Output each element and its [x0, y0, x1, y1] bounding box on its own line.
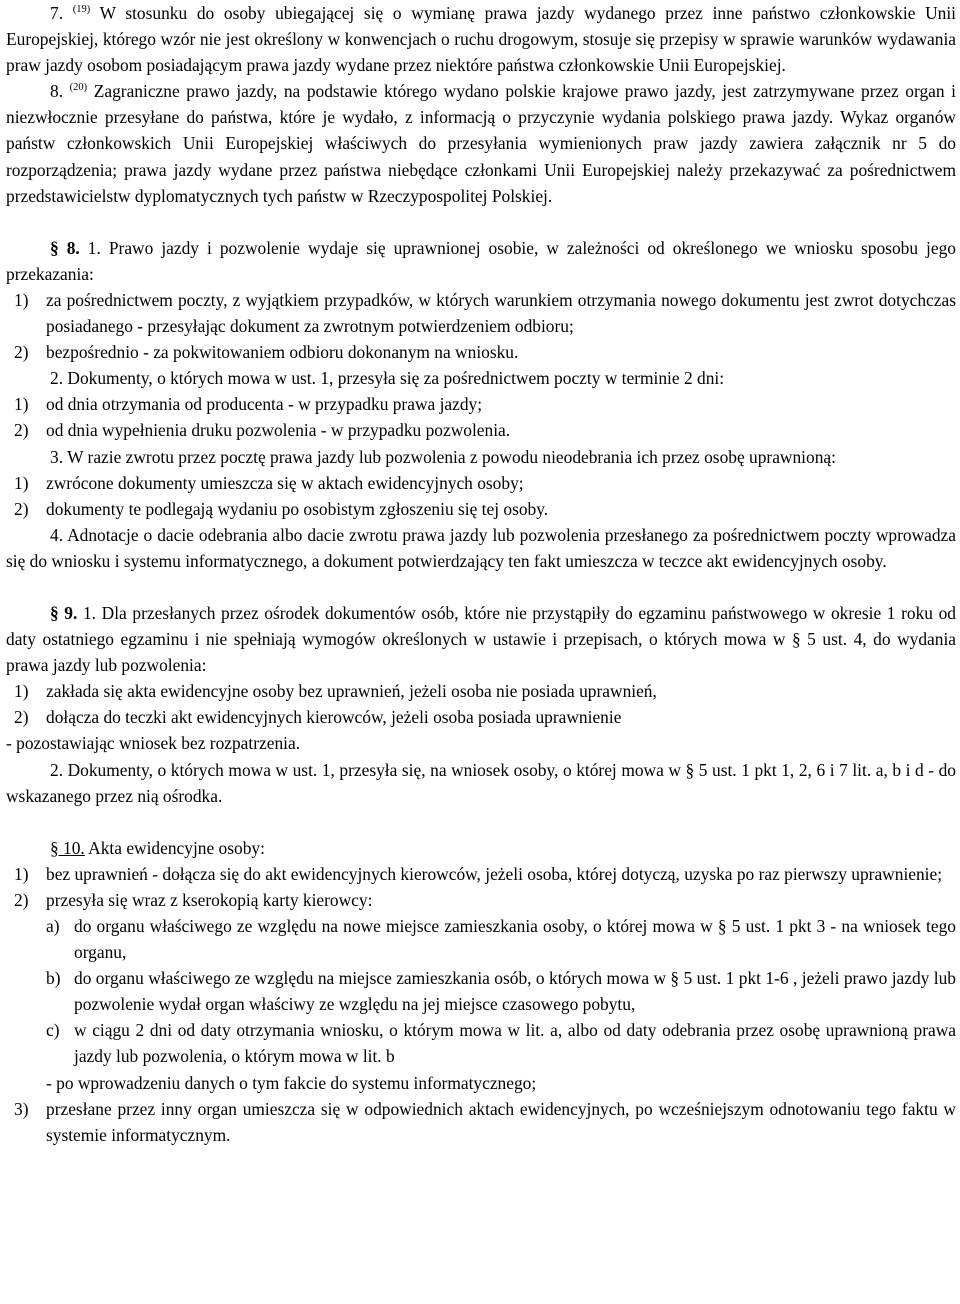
list-item-text: za pośrednictwem poczty, z wyjątkiem przypadków, w których warunkiem otrzymania nowego dokumentu jest zwrot dotychczas posiadanego - przesyłając dokument za zwrotnym potwierdzeniem odbioru; [46, 289, 956, 337]
list-item-number: 1) [14, 394, 29, 415]
paragraph-7-number: 7. [50, 3, 64, 23]
section-9-para-1-number: 1. [82, 602, 97, 623]
list-item-number: 3) [14, 1098, 29, 1119]
list-item-text: bez uprawnień - dołącza się do akt ewidencyjnych kierowców, jeżeli osoba, której dotyczą, uzyska po raz pierwszy uprawnienie; [46, 863, 943, 884]
section-9-para-1-text: Dla przesłanych przez ośrodek dokumentów osób, które nie przystąpiły do egzaminu państwowego w okresie 1 roku od daty ostatniego egzaminu i nie spełniają wymogów określonych w ustawie i przepisach, o których mowa w § 5 ust. 4, do wydania prawa jazdy lub pozwolenia: [6, 602, 956, 676]
paragraph-8 [6, 78, 956, 208]
spacer [6, 209, 956, 235]
list-item-number: 2) [14, 498, 29, 519]
sub-list-item-text: do organu właściwego ze względu na nowe miejsce zamieszkania osoby, o której mowa w § 5 ust. 1 pkt 3 - na wniosek tego organu, [74, 916, 956, 963]
list-item [6, 678, 956, 704]
list-item [6, 861, 956, 887]
section-8-para-2: 2. Dokumenty, o których mowa w ust. 1, przesyła się za pośrednictwem poczty w terminie 2 dni: [50, 368, 725, 389]
list-item-text: zwrócone dokumenty umieszcza się w aktach ewidencyjnych osoby; [46, 472, 524, 493]
sub-list-item-letter: b) [46, 968, 61, 989]
section-10-intro [6, 835, 956, 861]
footnote-ref-20: (20) [69, 82, 88, 94]
section-8-para-1-text: Prawo jazdy i pozwolenie wydaje się uprawnionej osobie, w zależności od określonego we wniosku sposobu jego przekazania: [6, 237, 956, 284]
list-item [6, 470, 956, 496]
sub-list-item-text: w ciągu 2 dni od daty otrzymania wniosku, o którym mowa w lit. a, albo od daty odebrania przez osobę uprawnioną prawa jazdy lub pozwolenia, o którym mowa w lit. b [74, 1020, 956, 1067]
paragraph-7-text: W stosunku do osoby ubiegającej się o wymianę prawa jazdy wydanego przez inne państwo członkowskie Unii Europejskiej, którego wzór nie jest określony w konwencjach o ruchu drogowym, stosuje się przepisy w sprawie warunków wydawania praw jazdy osobom posiadającym prawa jazdy wydane przez niektóre państwa członkowskie Unii Europejskiej. [6, 3, 956, 76]
list-item [6, 391, 956, 417]
paragraph-8-text: Zagraniczne prawo jazdy, na podstawie którego wydano polskie krajowe prawo jazdy, jest zatrzymywane przez organ i niezwłocznie przesyłane do państwa, które je wydało, z informacją o przyczynie wydania polskiego prawa jazdy. Wykaz organów państw członkowskich Unii Europejskiej właściwych do przesyłania wymienionych praw jazdy zawiera załącznik nr 5 do rozporządzenia; prawa jazdy wydane przez państwa niebędące członkami Unii Europejskiej należy przekazywać za pośrednictwem przedstawicielstw dyplomatycznych tych państw w Rzeczypospolitej Polskiej. [6, 81, 956, 206]
sub-list-item [46, 965, 956, 1017]
spacer [6, 574, 956, 600]
list-item-text: dokumenty te podlegają wydaniu po osobistym zgłoszeniu się tej osoby. [46, 498, 549, 519]
footnote-ref-19: (19) [72, 4, 91, 15]
list-item [6, 704, 956, 730]
section-10-heading: § 10. [50, 837, 85, 858]
paragraph-8-number: 8. [50, 81, 64, 102]
list-item [6, 496, 956, 522]
list-item [6, 339, 956, 365]
list-item-number: 2) [14, 342, 29, 363]
list-item-text: dołącza do teczki akt ewidencyjnych kierowców, jeżeli osoba posiada uprawnienie [46, 707, 622, 728]
section-9-heading: § 9. [50, 602, 78, 623]
sub-list-item-letter: a) [46, 916, 60, 936]
spacer [6, 809, 956, 835]
list-item-number: 1) [14, 681, 29, 702]
list-item-text: przesłane przez inny organ umieszcza się w odpowiednich aktach ewidencyjnych, po wcześniejszym odnotowaniu tego faktu w systemie informatycznym. [46, 1098, 956, 1145]
list-item [6, 1096, 956, 1148]
section-8-para-3: 3. W razie zwrotu przez pocztę prawa jazdy lub pozwolenia z powodu nieodebrania ich przez osobę uprawnioną: [50, 446, 836, 467]
list-item-text: od dnia wypełnienia druku pozwolenia - w przypadku pozwolenia. [46, 420, 511, 441]
section-10-intro-text: Akta ewidencyjne osoby: [84, 837, 265, 858]
list-item-number: 1) [14, 472, 29, 493]
list-item-text: przesyła się wraz z kserokopią karty kierowcy: [46, 889, 373, 910]
list-item-text: bezpośrednio - za pokwitowaniem odbioru dokonanym na wniosku. [46, 342, 519, 363]
list-item-number: 2) [14, 707, 29, 728]
list-item [6, 287, 956, 339]
list-item-text: od dnia otrzymania od producenta - w przypadku prawa jazdy; [46, 394, 483, 415]
sub-list-item-letter: c) [46, 1020, 60, 1041]
list-item-number: 2) [14, 889, 29, 910]
section-9-para-1 [6, 600, 956, 678]
section-8-para-4: 4. Adnotacje o dacie odebrania albo dacie zwrotu prawa jazdy lub pozwolenia przesłanego za pośrednictwem poczty wprowadza się do wniosku i systemu informatycznego, a dokument potwierdzający ten fakt umieszcza w teczce akt ewidencyjnych osoby. [6, 524, 956, 571]
sub-list-item [46, 1017, 956, 1069]
section-9-para-2: 2. Dokumenty, o których mowa w ust. 1, przesyła się, na wniosek osoby, o której mowa w § 5 ust. 1 pkt 1, 2, 6 i 7 lit. a, b i d - do wskazanego przez nią ośrodka. [6, 759, 956, 806]
section-10-dash-line: - po wprowadzeniu danych o tym fakcie do systemu informatycznego; [46, 1072, 537, 1093]
sub-list-item [46, 913, 956, 965]
section-9-tail: - pozostawiając wniosek bez rozpatrzenia. [6, 733, 301, 754]
paragraph-7 [6, 0, 956, 78]
list-item-number: 1) [14, 863, 29, 884]
list-item [6, 887, 956, 913]
section-8-para-1-number: 1. [87, 237, 101, 258]
list-item [6, 417, 956, 443]
list-item-text: zakłada się akta ewidencyjne osoby bez uprawnień, jeżeli osoba nie posiada uprawnień, [46, 681, 657, 702]
sub-list-item-text: do organu właściwego ze względu na miejsce zamieszkania osób, o których mowa w § 5 ust. 1 pkt 1-6 , jeżeli prawo jazdy lub pozwolenie wydał organ właściwy ze względu na jej miejsce czasowego pobytu, [74, 968, 956, 1015]
section-8-para-1 [6, 235, 956, 287]
list-item-number: 1) [14, 289, 29, 310]
list-item-number: 2) [14, 420, 29, 441]
section-8-heading: § 8. [50, 237, 80, 258]
